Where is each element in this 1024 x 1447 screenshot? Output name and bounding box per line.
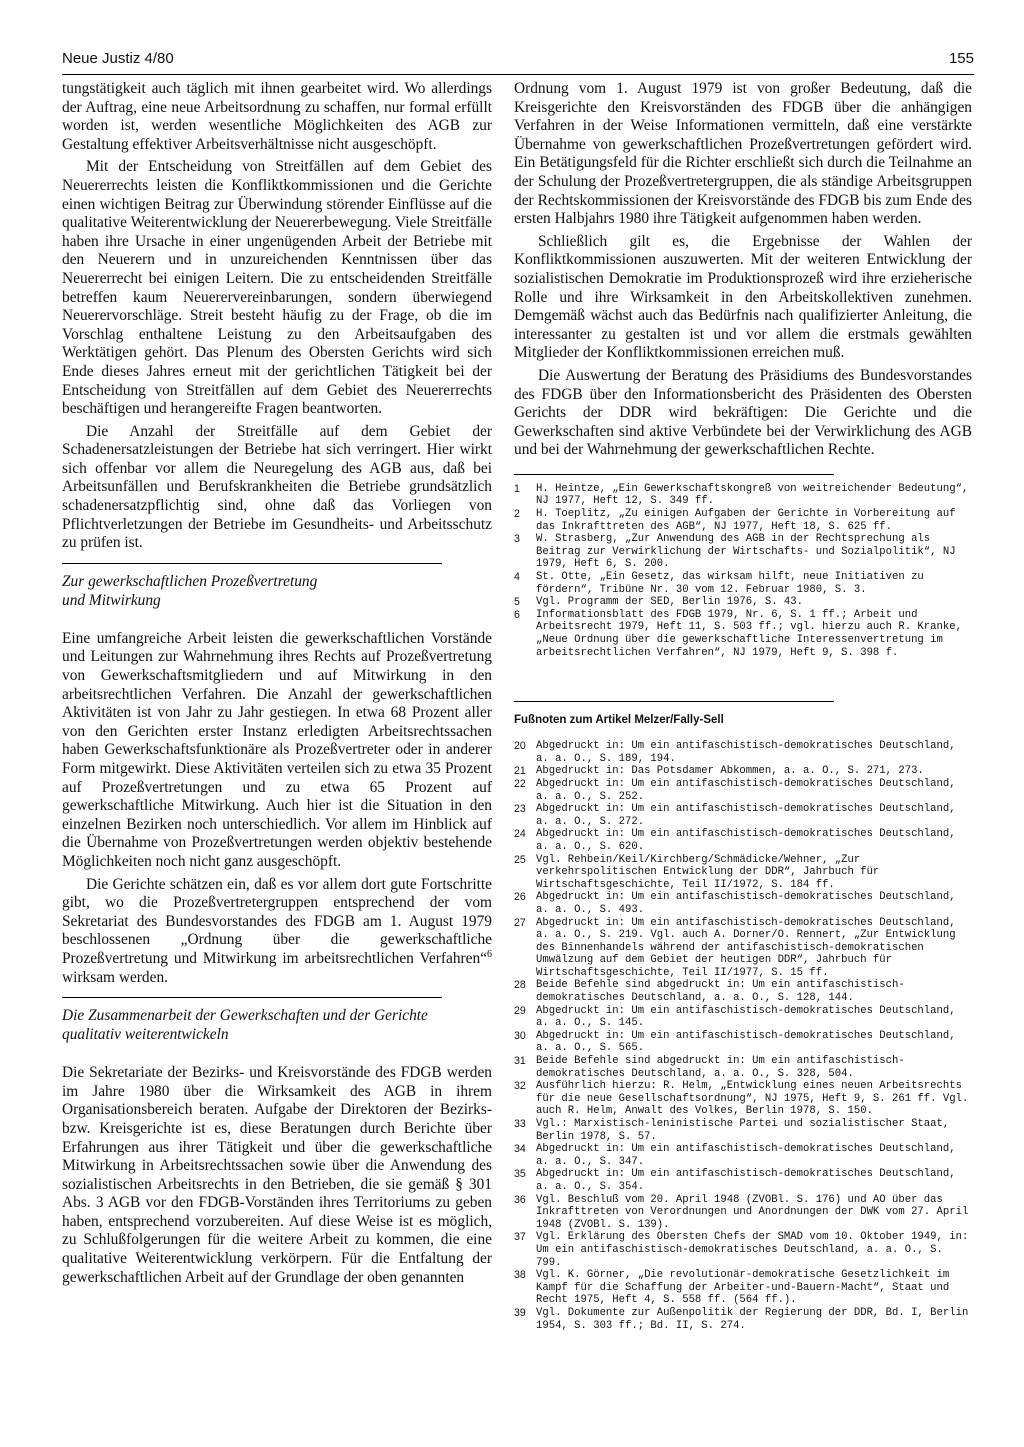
endnotes-list <box>514 483 972 659</box>
right-paragraph-3: Die Auswertung der Beratung des Präsidiums des Bundesvorstandes des FDGB über den Informationsbericht des Präsidenten des Obersten Gerichts der DDR wird bekräftigen: Die Gerichte und die Gewerkschaften sind aktive Verbündete bei der Verwirklichung des AGB und bei der Wahrnehmung der gewerkschaftlichen Rechte. <box>514 366 972 459</box>
footnote-item <box>514 1055 972 1080</box>
footnote-item <box>514 917 972 980</box>
footnote-text: Beide Befehle sind abgedruckt in: Um ein antifaschistisch-demokratisches Deutschland, a. a. O., S. 128, 144. <box>536 979 905 1005</box>
note-item <box>514 483 972 508</box>
notes-divider <box>514 474 834 475</box>
journal-title: Neue Justiz 4/80 <box>62 50 174 67</box>
footnote-number: 27 <box>514 916 526 929</box>
footnote-number: 37 <box>514 1231 526 1244</box>
footnote-number: 29 <box>514 1004 526 1017</box>
footnote-item <box>514 803 972 828</box>
footnote-text: Vgl. Beschluß vom 20. April 1948 (ZVOBl. S. 176) und AO über das Inkrafttreten von Verordnungen und Anordnungen der DWK vom 27. April 1948 (ZVOBl. S. 139). <box>536 1193 969 1231</box>
section-divider <box>62 563 442 564</box>
heading-line: Die Zusammenarbeit der Gewerkschaften und der Gerichte <box>62 1007 428 1025</box>
footnote-text: Vgl. Rehbein/Keil/Kirchberg/Schmädicke/Wehner, „Zur verkehrspolitischen Entwicklung der DDR“, Jahrbuch für Wirtschaftsgeschichte, Teil II/1972, S. 184 ff. <box>536 853 880 891</box>
note-number: 4 <box>514 571 520 584</box>
footnote-number: 21 <box>514 765 526 778</box>
footnote-number: 23 <box>514 803 526 816</box>
page-header <box>62 44 974 75</box>
footnote-text: Abgedruckt in: Um ein antifaschistisch-demokratisches Deutschland, a. a. O., S. 354. <box>536 1168 956 1193</box>
left-paragraph-2: Mit der Entscheidung von Streitfällen auf dem Gebiet des Neuererrechts leisten die Konfliktkommissionen und die Gerichte einen wichtigen Beitrag zur Überwindung störender Einflüsse auf die qualitative Weiterentwicklung der Neuererbewegung. Viele Streitfälle haben ihre Ursache in einer ungenügenden Arbeit der Betriebe mit den Neuerern und in unzureichenden Kenntnissen über das Neuererrecht bei einigen Leitern. Die zu entscheidenden Streitfälle betreffen kaum Neuerervereinbarungen, sondern überwiegend Neuerervorschläge. Streit besteht häufig zu der Frage, ob die im Vorschlag enthaltene Leistung zu den Arbeitsaufgaben des Werktätigen gehört. Das Plenum des Obersten Gerichts wird sich Ende dieses Jahres erneut mit der gerichtlichen Tätigkeit bei der Entscheidung von Streitfällen auf dem Gebiet des Neuererrechts beschäftigen und herangereifte Fragen beantworten. <box>62 158 492 418</box>
left-paragraph-4: Eine umfangreiche Arbeit leisten die gewerkschaftlichen Vorstände und Leitungen zur Wahrnehmung ihres Rechts auf Prozeßvertretung von Gewerkschaftsmitgliedern und auf Mitwirkung in den arbeitsrechtlichen Verfahren. Die Anzahl der gewerkschaftlichen Aktivitäten ist von Jahr zu Jahr gestiegen. In etwa 68 Prozent aller von den Gerichten erster Instanz erledigten Arbeitsrechtssachen haben Gewerkschaftsfunktionäre als Prozeßvertreter oder in anderer Form mitgewirkt. Diese Aktivitäten verteilen sich zu etwa 35 Prozent auf Prozeßvertretungen und zu etwa 65 Prozent auf gewerkschaftliche Mitwirkung. Auch hier ist die Situation in den einzelnen Bezirken noch unterschiedlich. Vor allem im Hinblick auf die Übernahme von Prozeßvertretungen werden objektiv bestehende Möglichkeiten noch nicht ganz ausgeschöpft. <box>62 629 492 870</box>
right-paragraph-1: Ordnung vom 1. August 1979 ist von großer Bedeutung, daß die Kreisgerichte den Kreisvorständen des FDGB über die anhängigen Verfahren in der Weise Informationen vermitteln, daß eine verstärkte Übernahme von gewerkschaftlichen Prozeßvertretungen gefördert wird. Ein Betätigungsfeld für die Richter erschließt sich durch die Teilnahme an der Schulung der Prozeßvertretergruppen, die als ständige Arbeitsgruppen der Rechtskommissionen der Kreisvorstände des FDGB bis zum Ende des ersten Halbjahrs 1980 ihre Tätigkeit aufgenommen haben werden. <box>514 80 972 228</box>
footnote-text: Vgl. Dokumente zur Außenpolitik der Regierung der DDR, Bd. I, Berlin 1954, S. 303 ff.; Bd. II, S. 274. <box>536 1306 969 1332</box>
left-paragraph-3: Die Anzahl der Streitfälle auf dem Gebiet der Schadenersatzleistungen der Betriebe hat sich verringert. Hier wirkt sich offenbar vor allem die Neuregelung des AGB aus, daß bei Arbeitsunfällen und Berufskrankheiten die Betriebe grundsätzlich schadenersatzpflichtig sind, ohne daß das Vorliegen von Pflichtverletzungen der Betriebe im Gesundheits- und Arbeitsschutz zu prüfen ist. <box>62 422 492 552</box>
footnote-number: 35 <box>514 1168 526 1181</box>
note-text: Informationsblatt des FDGB 1979, Nr. 6, S. 1 ff.; Arbeit und Arbeitsrecht 1979, Heft 11, S. 503 ff.; vgl. hierzu auch R. Kranke, „Neue Ordnung über die gewerkschaftliche Interessenvertretung im arbeitsrechtlichen Verfahren“, NJ 1979, Heft 9, S. 398 f. <box>536 608 962 659</box>
footnote-number: 31 <box>514 1055 526 1068</box>
note-number: 1 <box>514 482 520 495</box>
note-number: 3 <box>514 533 520 546</box>
footnote-text: Abgedruckt in: Um ein antifaschistisch-demokratisches Deutschland, a. a. O., S. 347. <box>536 1143 956 1168</box>
footnote-item <box>514 828 972 853</box>
footnote-text: Ausführlich hierzu: R. Helm, „Entwicklung eines neuen Arbeitsrechts für die neue Gesellschaftsordnung“, NJ 1975, Heft 9, S. 261 ff. Vgl. auch R. Helm, Anwalt des Volkes, Berlin 1978, S. 150. <box>536 1080 969 1118</box>
section-heading-prozessvertretung <box>62 572 492 610</box>
note-item <box>514 571 972 596</box>
footnote-item <box>514 1030 972 1055</box>
footnote-text: Abgedruckt in: Um ein antifaschistisch-demokratisches Deutschland, a. a. O., S. 219. Vgl. auch A. Dorner/O. Rennert, „Zur Entwicklung des Binnenhandels während der antifaschistisch-demokratischen Umwälzung auf dem Gebiet der heutigen DDR“, Jahrbuch für Wirtschaftsgeschichte, Teil II/1977, S. 15 ff. <box>536 916 956 979</box>
note-text: W. Strasberg, „Zur Anwendung des AGB in der Rechtsprechung als Beitrag zur Verwirklichung der Wirtschafts- und Sozialpolitik“, NJ 1979, Heft 6, S. 200. <box>536 533 956 571</box>
note-text: H. Heintze, „Ein Gewerkschaftskongreß von weitreichender Bedeutung“, NJ 1977, Heft 12, S. 349 ff. <box>536 482 969 508</box>
left-column <box>62 80 492 1287</box>
footnote-text: Abgedruckt in: Um ein antifaschistisch-demokratisches Deutschland, a. a. O., S. 620. <box>536 828 956 853</box>
footnote-item <box>514 1194 972 1232</box>
heading-line: und Mitwirkung <box>62 591 161 609</box>
footnote-number: 20 <box>514 740 526 753</box>
section-heading-zusammenarbeit <box>62 1006 492 1044</box>
right-column <box>514 80 972 1332</box>
footnote-text: Vgl.: Marxistisch-leninistische Partei und sozialistischer Staat, Berlin 1978, S. 57. <box>536 1118 950 1143</box>
note-item <box>514 596 972 609</box>
footnote-number: 24 <box>514 828 526 841</box>
paragraph-text: wirksam werden. <box>62 968 168 986</box>
note-number: 2 <box>514 508 520 521</box>
footnote-text: Abgedruckt in: Das Potsdamer Abkommen, a. a. O., S. 271, 273. <box>536 765 924 778</box>
footnote-item <box>514 1231 972 1269</box>
footnote-item <box>514 1005 972 1030</box>
footnote-text: Abgedruckt in: Um ein antifaschistisch-demokratisches Deutschland, a. a. O., S. 252. <box>536 777 956 803</box>
footnote-item <box>514 1307 972 1332</box>
note-item <box>514 533 972 571</box>
note-text: Vgl. Programm der SED, Berlin 1976, S. 43. <box>536 596 804 609</box>
left-paragraph-5 <box>62 876 492 988</box>
note-item <box>514 508 972 533</box>
footnotes-title: Fußnoten zum Artikel Melzer/Fally-Sell <box>514 714 724 727</box>
note-number: 5 <box>514 596 520 609</box>
footnote-text: Vgl. K. Görner, „Die revolutionär-demokratische Gesetzlichkeit im Kampf für die Schaffung der Arbeiter-und-Bauern-Macht“, Staat und Recht 1975, Heft 4, S. 558 ff. (564 ff.). <box>536 1269 950 1307</box>
footnote-item <box>514 891 972 916</box>
footnote-number: 22 <box>514 777 526 790</box>
footnote-text: Abgedruckt in: Um ein antifaschistisch-demokratisches Deutschland, a. a. O., S. 272. <box>536 803 956 828</box>
footnote-number: 38 <box>514 1269 526 1282</box>
paragraph-text: Die Gerichte schätzen ein, daß es vor allem dort gute Fortschritte gibt, wo die Prozeßvertretergruppen entsprechend der vom Sekretariat des Bundesvorstandes des FDGB am 1. August 1979 beschlossenen „Ordnung über die gewerkschaftliche Prozeßvertretung und Mitwirkung im arbeitsrechtlichen Verfahren“ <box>62 875 492 967</box>
footnote-item <box>514 1118 972 1143</box>
page-number: 155 <box>948 50 974 67</box>
footnote-text: Abgedruckt in: Um ein antifaschistisch-demokratisches Deutschland, a. a. O., S. 145. <box>536 1004 956 1030</box>
heading-line: Zur gewerkschaftlichen Prozeßvertretung <box>62 572 318 590</box>
note-text: St. Otte, „Ein Gesetz, das wirksam hilft, neue Initiativen zu fördern“, Tribüne Nr. 30 vom 12. Februar 1980, S. 3. <box>536 571 924 596</box>
footnote-item <box>514 1143 972 1168</box>
footnote-number: 33 <box>514 1118 526 1130</box>
footnote-number: 39 <box>514 1306 526 1319</box>
footnote-item <box>514 1080 972 1118</box>
left-paragraph-6: Die Sekretariate der Bezirks- und Kreisvorstände des FDGB werden im Jahre 1980 über die Wirksamkeit des AGB in ihrem Organisationsbereich beraten. Aufgabe der Direktoren der Bezirks- bzw. Kreisgerichte ist es, diese Beratungen durch Berichte über Erfahrungen aus ihrer Tätigkeit und über die gewerkschaftliche Mitwirkung in Arbeitsrechtssachen sowie über die Anwendung des sozialistischen Arbeitsrechts in den Betrieben, die sie gemäß § 301 Abs. 3 AGB vor den FDGB-Vorständen ihres Territoriums zu geben haben, entsprechend vorzubereiten. Auf diese Weise ist es möglich, zu Schlußfolgerungen für die weitere Arbeit zu kommen, die eine qualitative Weiterentwicklung verkörpern. Für die Entfaltung der gewerkschaftlichen Arbeit auf der Grundlage der oben genannten <box>62 1064 492 1286</box>
footnote-item <box>514 1168 972 1193</box>
footnote-number: 28 <box>514 979 526 992</box>
note-item <box>514 609 972 659</box>
footnote-item <box>514 979 972 1004</box>
footnote-number: 25 <box>514 853 526 866</box>
footnote-text: Beide Befehle sind abgedruckt in: Um ein antifaschistisch-demokratisches Deutschland, a. a. O., S. 328, 504. <box>536 1055 905 1080</box>
note-number: 6 <box>514 608 520 621</box>
footnote-text: Abgedruckt in: Um ein antifaschistisch-demokratisches Deutschland, a. a. O., S. 189, 194. <box>536 740 956 765</box>
note-text: H. Toeplitz, „Zu einigen Aufgaben der Gerichte in Vorbereitung auf das Inkrafttreten des AGB“, NJ 1977, Heft 18, S. 625 ff. <box>536 508 956 533</box>
footnote-item <box>514 778 972 803</box>
footnote-item <box>514 740 972 765</box>
footnote-number: 32 <box>514 1080 526 1093</box>
footnote-number: 26 <box>514 891 526 904</box>
footnote-item <box>514 1269 972 1307</box>
footnote-text: Abgedruckt in: Um ein antifaschistisch-demokratisches Deutschland, a. a. O., S. 565. <box>536 1029 956 1055</box>
footnote-number: 36 <box>514 1193 526 1206</box>
left-paragraph-1: tungstätigkeit auch täglich mit ihnen gearbeitet wird. Wo allerdings der Auftrag, eine neue Arbeitsordnung zu schaffen, nur formal erfüllt worden ist, werden wesentliche Möglichkeiten des AGB zur Gestaltung effektiver Arbeitsverhältnisse nicht ausgeschöpft. <box>62 80 492 153</box>
footnote-ref-6: 6 <box>487 948 492 960</box>
footnote-number: 30 <box>514 1029 526 1042</box>
heading-line: qualitativ weiterentwickeln <box>62 1026 229 1044</box>
footnote-number: 34 <box>514 1143 526 1156</box>
footnotes-divider <box>514 701 834 702</box>
footnotes-list <box>514 740 972 1332</box>
section-divider <box>62 997 442 998</box>
footnote-item <box>514 854 972 892</box>
right-paragraph-2: Schließlich gilt es, die Ergebnisse der Wahlen der Konfliktkommissionen auszuwerten. Mit der weiteren Entwicklung der sozialistischen Demokratie im Produktionsprozeß wird ihre erzieherische Rolle und ihre Wirksamkeit in den Arbeitskollektiven zunehmen. Demgemäß wächst auch das Bedürfnis nach qualifizierter Anleitung, die interessanter zu gestalten ist und vor allem die erstmals gewählten Mitglieder der Konfliktkommissionen erreichen muß. <box>514 232 972 362</box>
footnote-text: Vgl. Erklärung des Obersten Chefs der SMAD vom 10. Oktober 1949, in: Um ein antifaschistisch-demokratisches Deutschland, a. a. O., S. 799. <box>536 1231 969 1269</box>
footnote-text: Abgedruckt in: Um ein antifaschistisch-demokratisches Deutschland, a. a. O., S. 493. <box>536 891 956 916</box>
footnote-item <box>514 765 972 778</box>
